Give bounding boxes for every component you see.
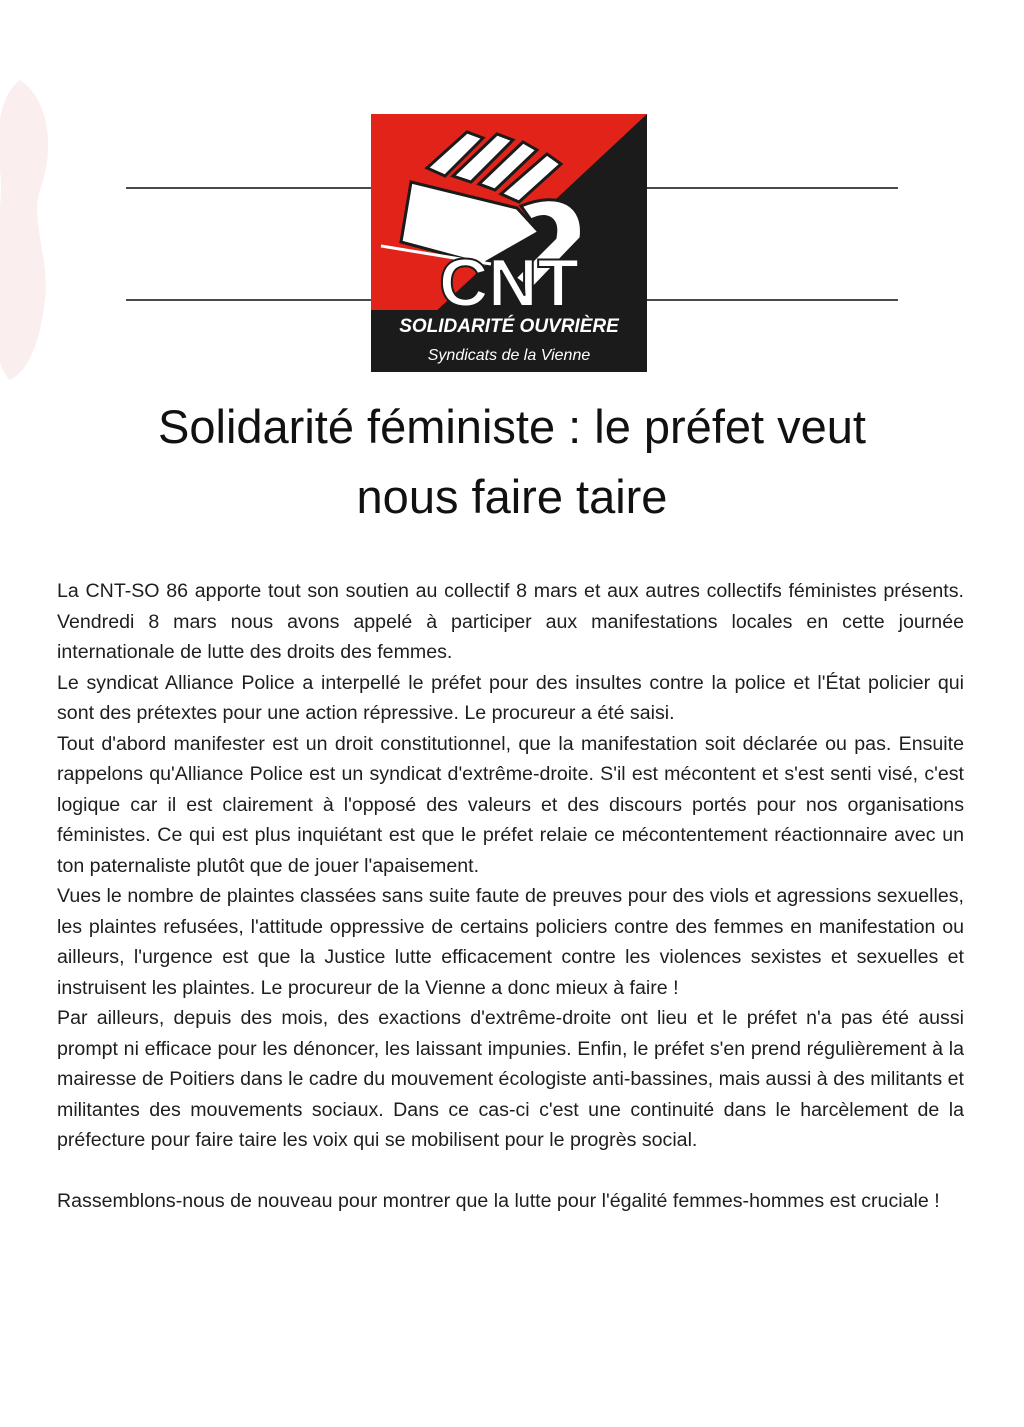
logo-tagline: Syndicats de la Vienne [427,347,591,364]
cnt-so-logo-graphic [371,114,647,372]
logo-subtitle: SOLIDARITÉ OUVRIÈRE [399,316,619,337]
page-title [60,392,964,532]
paragraph: Le syndicat Alliance Police a interpellé le préfet pour des insultes contre la police et l'État policier qui sont des prétextes pour une action répressive. Le procureur a été saisi. [57,671,964,724]
cnt-so-logo [371,114,647,372]
background-smudge [0,60,70,390]
paragraph: Vues le nombre de plaintes classées sans suite faute de preuves pour des viols et agressions sexuelles, les plaintes refusées, l'attitude oppressive de certains policiers contre des femmes en manifestation ou ailleurs, l'urgence est que la Justice lutte efficacement contre les violences sexistes et sexuelles et instruisent les plaintes. Le procureur de la Vienne a donc mieux à faire ! [57,885,964,999]
article-body [57,576,964,1217]
title-line-2: nous faire taire [356,470,668,523]
paragraph: La CNT-SO 86 apporte tout son soutien au collectif 8 mars et aux autres collectifs féministes présents. Vendredi 8 mars nous avons appelé à participer aux manifestations locales en cette journée internationale de lutte des droits des femmes. [57,580,964,663]
paragraph: Tout d'abord manifester est un droit constitutionnel, que la manifestation soit déclarée ou pas. Ensuite rappelons qu'Alliance Police est un syndicat d'extrême-droite. S'il est mécontent et s'est senti visé, c'est logique car il est clairement à l'opposé des valeurs et des discours portés pour nos organisations féministes. Ce qui est plus inquiétant est que le préfet relaie ce mécontentement réactionnaire avec un ton paternaliste plutôt que de jouer l'apaisement. [57,732,964,877]
closing-paragraph: Rassemblons-nous de nouveau pour montrer que la lutte pour l'égalité femmes-hommes est cruciale ! [57,1190,940,1212]
title-line-1: Solidarité féministe : le préfet veut [158,400,866,453]
logo-cnt-text: CNT [439,245,579,321]
paragraph: Par ailleurs, depuis des mois, des exactions d'extrême-droite ont lieu et le préfet n'a pas été aussi prompt ni efficace pour les dénoncer, les laissant impunies. Enfin, le préfet s'en prend régulièrement à la mairesse de Poitiers dans le cadre du mouvement écologiste anti-bassines, mais aussi à des militants et militantes des mouvements sociaux. Dans ce cas-ci c'est une continuité dans le harcèlement de la préfecture pour faire taire les voix qui se mobilisent pour le progrès social. [57,1007,964,1151]
